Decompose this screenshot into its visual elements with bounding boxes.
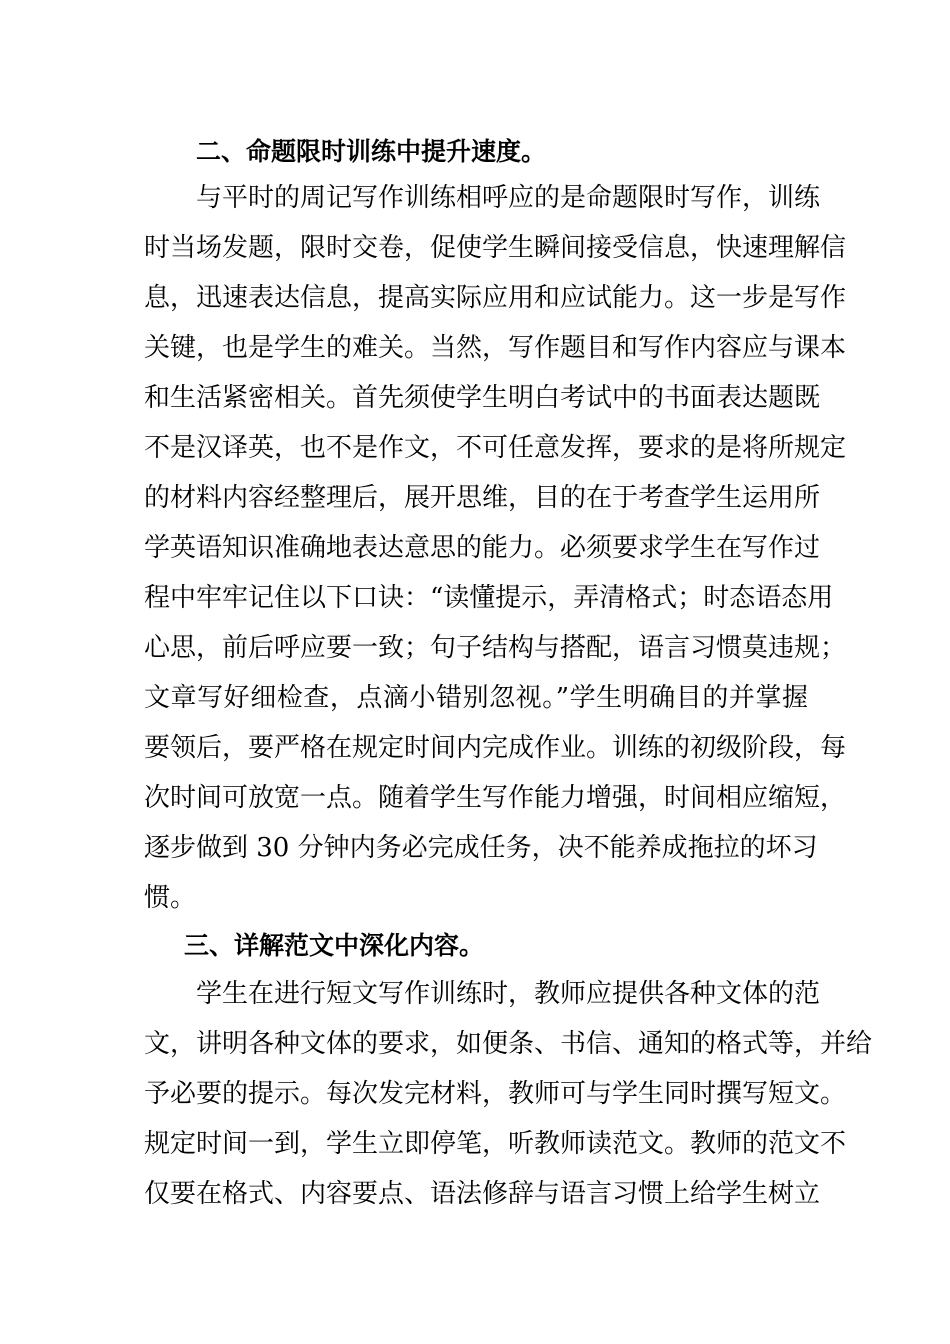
paragraph-line: 文，讲明各种文体的要求，如便条、书信、通知的格式等，并给 — [144, 1029, 873, 1059]
paragraph-line: 次时间可放宽一点。随着学生写作能力增强，时间相应缩短， — [144, 783, 847, 813]
paragraph-line: 的材料内容经整理后，展开思维，目的在于考查学生运用所 — [144, 483, 821, 513]
paragraph-line: 仅要在格式、内容要点、语法修辞与语言习惯上给学生树立 — [144, 1179, 821, 1209]
paragraph-line: 文章写好细检查，点滴小错别忽视。”学生明确目的并掌握 — [144, 683, 808, 713]
paragraph-line: 惯。 — [144, 883, 197, 913]
paragraph-line: 要领后，要严格在规定时间内完成作业。训练的初级阶段，每 — [144, 733, 847, 763]
paragraph-line: 与平时的周记写作训练相呼应的是命题限时写作，训练 — [196, 183, 821, 213]
paragraph-line: 关键，也是学生的难关。当然，写作题目和写作内容应与课本 — [144, 333, 847, 363]
paragraph-line: 规定时间一到，学生立即停笔，听教师读范文。教师的范文不 — [144, 1129, 847, 1159]
paragraph-line: 学生在进行短文写作训练时，教师应提供各种文体的范 — [196, 979, 821, 1009]
paragraph-line: 心思，前后呼应要一致；句子结构与搭配，语言习惯莫违规； — [144, 633, 847, 663]
section-heading-2: 二、命题限时训练中提升速度。 — [196, 137, 547, 166]
section-heading-3: 三、详解范文中深化内容。 — [184, 931, 485, 960]
paragraph-line: 和生活紧密相关。首先须使学生明白考试中的书面表达题既 — [144, 383, 821, 413]
paragraph-line: 逐步做到 30 分钟内务必完成任务，决不能养成拖拉的坏习 — [144, 833, 818, 863]
paragraph-line: 学英语知识准确地表达意思的能力。必须要求学生在写作过 — [144, 533, 821, 563]
paragraph-line: 不是汉译英，也不是作文，不可任意发挥，要求的是将所规定 — [144, 433, 847, 463]
paragraph-line: 程中牢牢记住以下口诀：“读懂提示，弄清格式；时态语态用 — [144, 583, 834, 613]
paragraph-line: 予必要的提示。每次发完材料，教师可与学生同时撰写短文。 — [144, 1079, 847, 1109]
paragraph-line: 息，迅速表达信息，提高实际应用和应试能力。这一步是写作 — [144, 283, 847, 313]
paragraph-line: 时当场发题，限时交卷，促使学生瞬间接受信息，快速理解信 — [144, 233, 847, 263]
